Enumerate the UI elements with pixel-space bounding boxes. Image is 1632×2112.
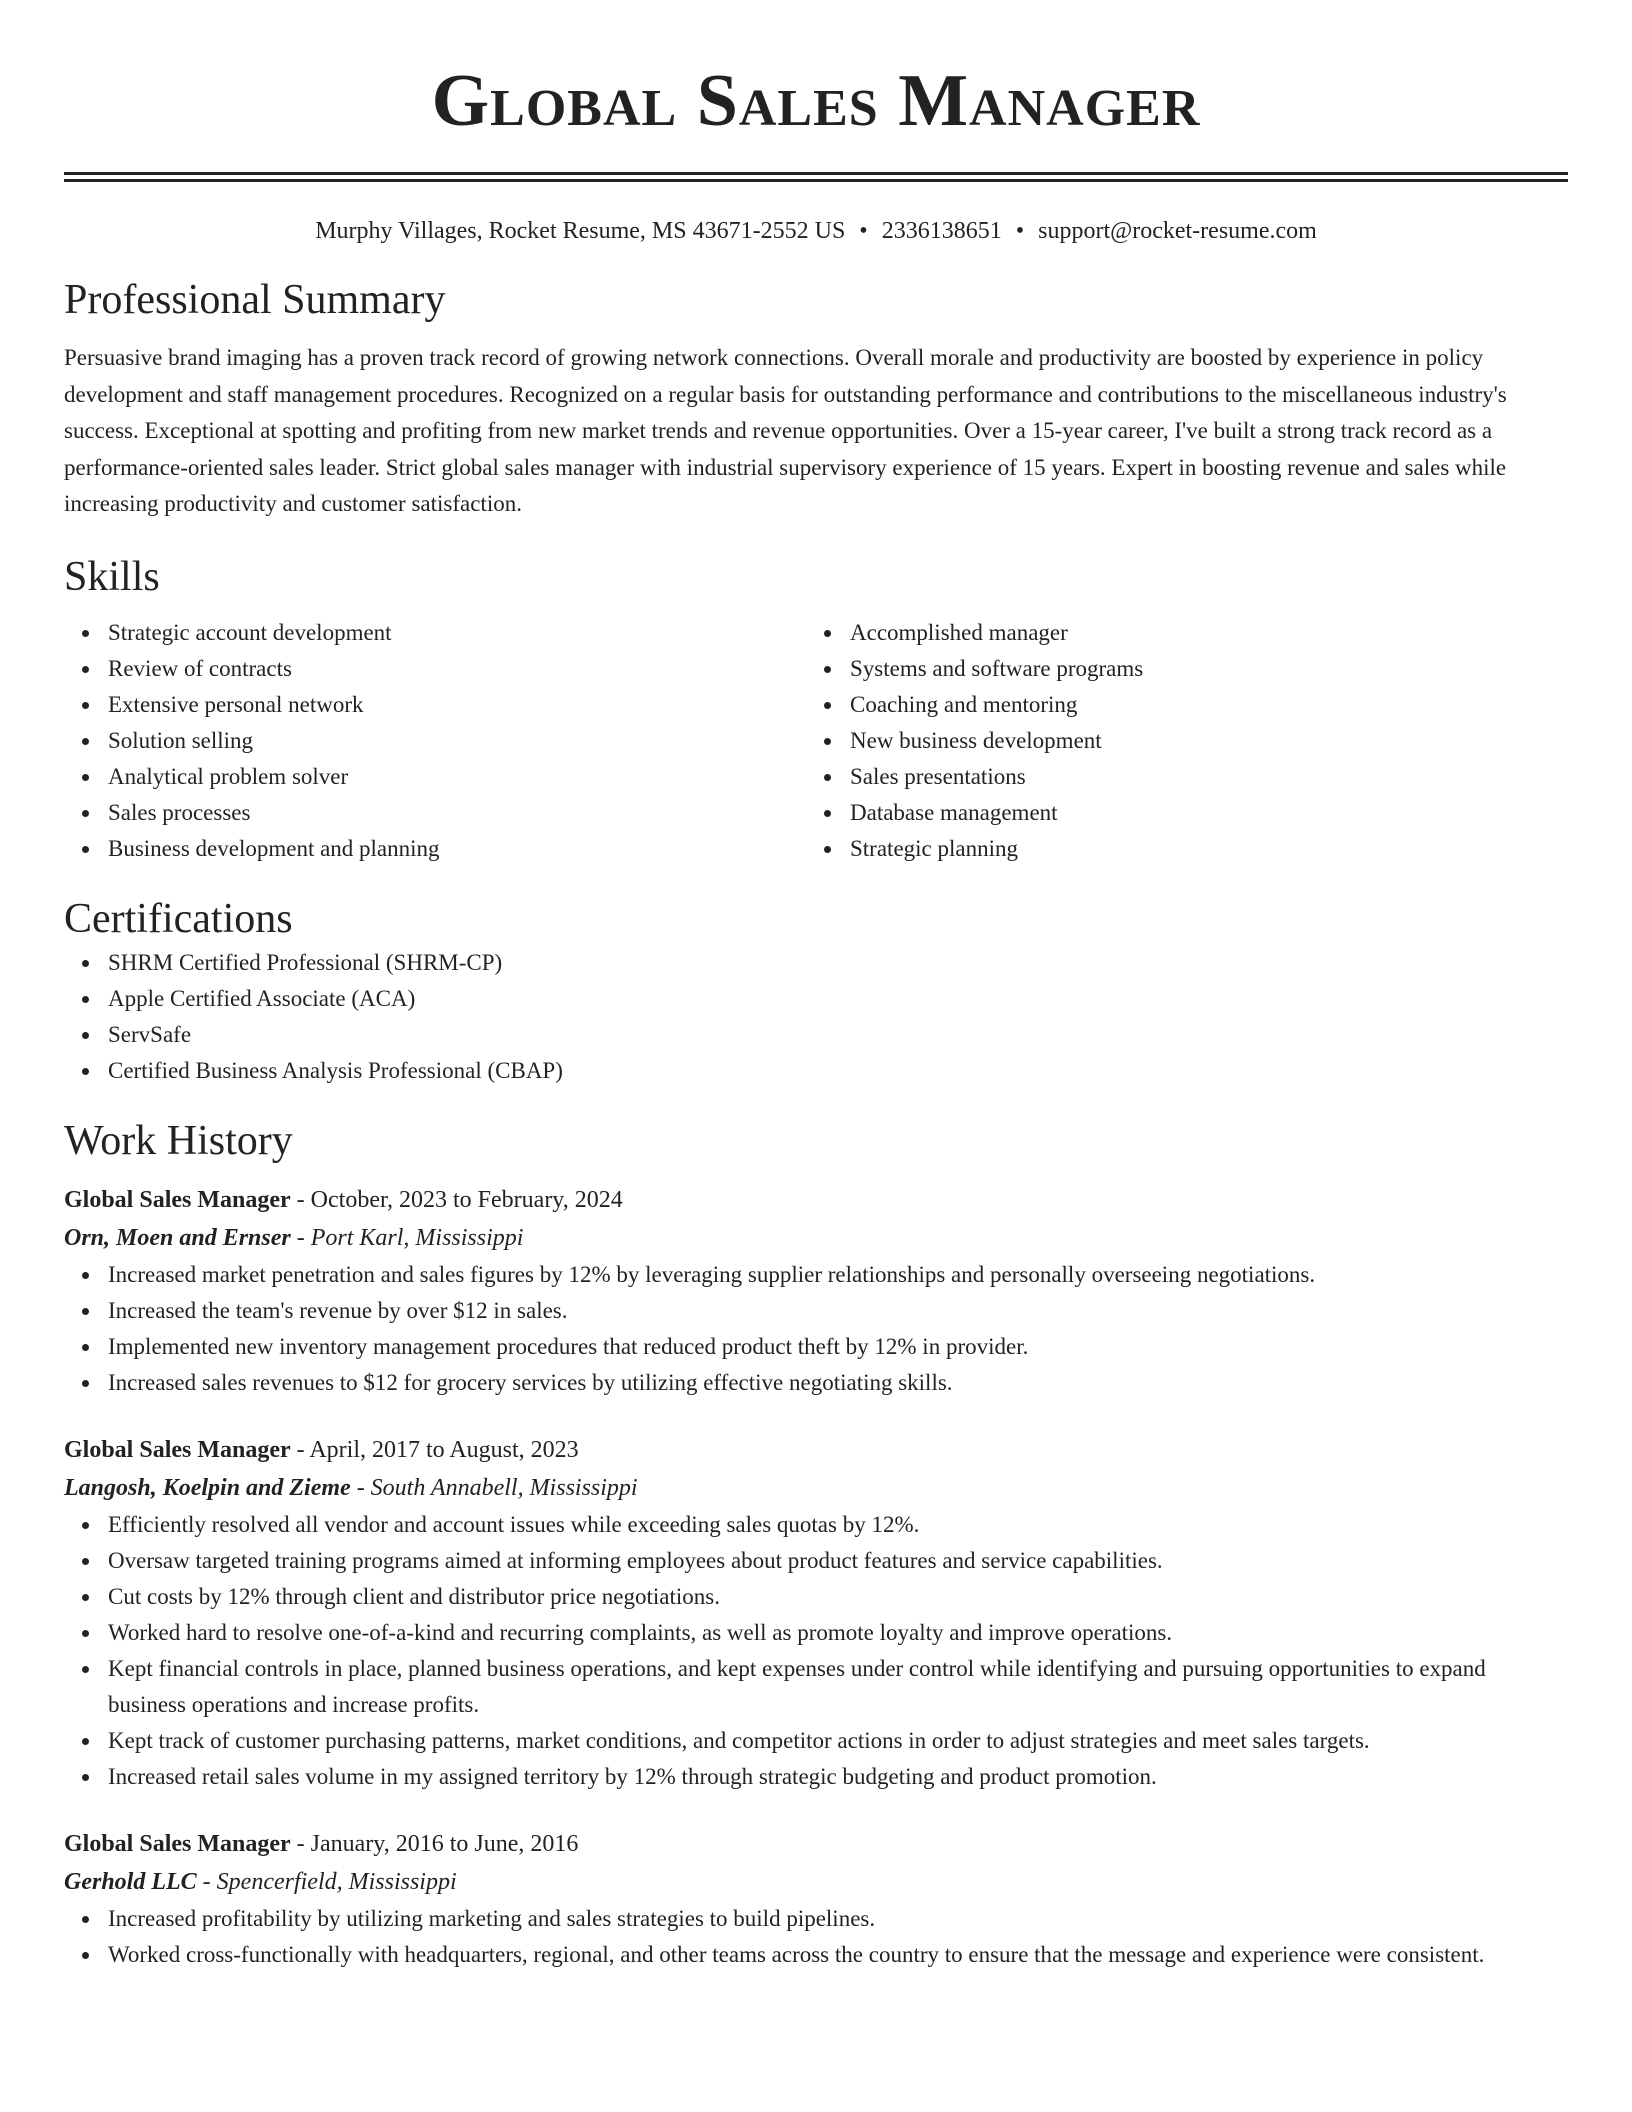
skill-item [108, 795, 806, 831]
skill-label: Extensive personal network [108, 691, 364, 717]
bullet-icon [82, 1068, 89, 1075]
skills-column-right [806, 615, 1548, 867]
certification-label: ServSafe [108, 1021, 192, 1047]
job-dates: - October, 2023 to February, 2024 [290, 1186, 623, 1213]
certification-item [108, 1053, 1568, 1089]
job-entry [64, 1825, 1568, 1973]
certification-label: Certified Business Analysis Professional (CBAP) [108, 1057, 563, 1083]
job-duty-text: Increased market penetration and sales figures by 12% by leveraging supplier relationships and personally overseeing negotiations. [108, 1261, 1316, 1287]
certification-item [108, 1017, 1568, 1053]
job-header [64, 1825, 1568, 1863]
bullet-icon [82, 1738, 89, 1745]
job-company: Langosh, Koelpin and Zieme [64, 1474, 351, 1501]
bullet-icon [824, 630, 831, 637]
job-duty-item [108, 1257, 1568, 1293]
skill-item [850, 687, 1548, 723]
bullet-icon [82, 846, 89, 853]
skill-item [108, 723, 806, 759]
bullet-icon [82, 960, 89, 967]
job-duty-item [108, 1759, 1568, 1795]
contact-separator: • [859, 218, 868, 244]
job-duty-text: Cut costs by 12% through client and distributor price negotiations. [108, 1583, 720, 1609]
skill-item [850, 831, 1548, 867]
job-duty-item [108, 1365, 1568, 1401]
bullet-icon [82, 1630, 89, 1637]
bullet-icon [82, 1774, 89, 1781]
certification-label: Apple Certified Associate (ACA) [108, 985, 416, 1011]
skill-label: New business development [850, 727, 1102, 753]
job-duty-item [108, 1329, 1568, 1365]
job-company-line [64, 1469, 1568, 1507]
certifications-list [64, 945, 1568, 1089]
bullet-icon [82, 996, 89, 1003]
job-location: - South Annabell, Mississippi [350, 1474, 638, 1501]
bullet-icon [824, 810, 831, 817]
job-company-line [64, 1219, 1568, 1257]
skill-label: Strategic account development [108, 619, 392, 645]
bullet-icon [82, 1594, 89, 1601]
skill-label: Solution selling [108, 727, 254, 753]
bullet-icon [82, 1522, 89, 1529]
job-duty-text: Increased the team's revenue by over $12 in sales. [108, 1297, 568, 1323]
job-duty-text: Increased retail sales volume in my assigned territory by 12% through strategic budgeting and product promotion. [108, 1763, 1157, 1789]
contact-address: Murphy Villages, Rocket Resume, MS 43671-2552 US [315, 218, 846, 244]
bullet-icon [82, 1558, 89, 1565]
skill-label: Analytical problem solver [108, 763, 349, 789]
bullet-icon [82, 1666, 89, 1673]
summary-text: Persuasive brand imaging has a proven track record of growing network connections. Overall morale and productivity are boosted by experience in policy development and staff management procedures. Recognized on a regular basis for outstanding performance and contributions to the miscellaneous industry's success. Exceptional at spotting and profiting from new market trends and revenue opportunities. Over a 15-year career, I've built a strong track record as a performance-oriented sales leader. Strict global sales manager with industrial supervisory experience of 15 years. Expert in boosting revenue and sales while increasing productivity and customer satisfaction. [64, 345, 1507, 516]
job-role: Global Sales Manager [64, 1830, 291, 1857]
certification-label: SHRM Certified Professional (SHRM-CP) [108, 949, 503, 975]
job-role: Global Sales Manager [64, 1436, 291, 1463]
job-duty-item [108, 1615, 1568, 1651]
job-dates: - April, 2017 to August, 2023 [290, 1436, 579, 1463]
skill-label: Review of contracts [108, 655, 292, 681]
resume-title: Global Sales Manager [431, 60, 1201, 142]
job-duty-text: Oversaw targeted training programs aimed at informing employees about product features and service capabilities. [108, 1547, 1163, 1573]
skill-item [850, 723, 1548, 759]
skill-label: Accomplished manager [850, 619, 1068, 645]
bullet-icon [824, 846, 831, 853]
contact-email: support@rocket-resume.com [1038, 218, 1317, 244]
skills-columns [64, 615, 1568, 867]
bullet-icon [82, 1380, 89, 1387]
contact-phone: 2336138651 [881, 218, 1002, 244]
bullet-icon [824, 738, 831, 745]
skill-item [108, 651, 806, 687]
skills-heading: Skills [64, 553, 160, 600]
bullet-icon [824, 666, 831, 673]
skill-item [850, 795, 1548, 831]
bullet-icon [82, 630, 89, 637]
certifications-heading: Certifications [64, 895, 293, 942]
bullet-icon [82, 774, 89, 781]
skills-list-left [64, 615, 806, 867]
bullet-icon [82, 1952, 89, 1959]
job-role: Global Sales Manager [64, 1186, 291, 1213]
skill-item [850, 615, 1548, 651]
job-location: - Spencerfield, Mississippi [196, 1868, 457, 1895]
skill-item [850, 651, 1548, 687]
skills-list-right [806, 615, 1548, 867]
job-duty-text: Implemented new inventory management procedures that reduced product theft by 12% in provider. [108, 1333, 1029, 1359]
job-duty-item [108, 1507, 1568, 1543]
skill-item [850, 759, 1548, 795]
skill-label: Database management [850, 799, 1058, 825]
skill-item [108, 759, 806, 795]
work-history-heading: Work History [64, 1117, 293, 1164]
job-duty-item [108, 1651, 1568, 1723]
bullet-icon [82, 810, 89, 817]
job-location: - Port Karl, Mississippi [290, 1224, 524, 1251]
skills-column-left [64, 615, 806, 867]
summary-heading: Professional Summary [64, 277, 446, 323]
bullet-icon [82, 1344, 89, 1351]
job-dates: - January, 2016 to June, 2016 [290, 1830, 579, 1857]
job-header [64, 1181, 1568, 1219]
skill-item [108, 687, 806, 723]
job-duties-list [64, 1901, 1568, 1973]
job-duty-item [108, 1293, 1568, 1329]
job-company: Orn, Moen and Ernser [64, 1224, 291, 1251]
header-divider [64, 172, 1568, 182]
bullet-icon [824, 702, 831, 709]
contact-line [64, 216, 1568, 246]
bullet-icon [82, 1272, 89, 1279]
job-duties-list [64, 1507, 1568, 1795]
job-duty-item [108, 1579, 1568, 1615]
job-entry [64, 1181, 1568, 1401]
job-entry [64, 1431, 1568, 1795]
job-duty-text: Kept track of customer purchasing patterns, market conditions, and competitor actions in order to adjust strategies and meet sales targets. [108, 1727, 1370, 1753]
skill-label: Strategic planning [850, 835, 1018, 861]
job-duty-text: Efficiently resolved all vendor and account issues while exceeding sales quotas by 12%. [108, 1511, 920, 1537]
contact-separator: • [1015, 218, 1025, 244]
job-duty-text: Worked cross-functionally with headquarters, regional, and other teams across the country to ensure that the message and experience were consistent. [108, 1941, 1485, 1967]
certification-item [108, 981, 1568, 1017]
bullet-icon [82, 702, 89, 709]
bullet-icon [82, 1916, 89, 1923]
job-duty-text: Kept financial controls in place, planned business operations, and kept expenses under control while identifying and pursuing opportunities to expand business operations and increase profits. [108, 1655, 1486, 1717]
skill-label: Business development and planning [108, 835, 440, 861]
skill-item [108, 831, 806, 867]
bullet-icon [82, 738, 89, 745]
job-duty-item [108, 1937, 1568, 1973]
job-duty-item [108, 1901, 1568, 1937]
bullet-icon [824, 774, 831, 781]
job-duty-text: Increased profitability by utilizing marketing and sales strategies to build pipelines. [108, 1905, 876, 1931]
job-company-line [64, 1863, 1568, 1901]
bullet-icon [82, 1308, 89, 1315]
skill-item [108, 615, 806, 651]
job-duty-item [108, 1543, 1568, 1579]
skill-label: Sales presentations [850, 763, 1026, 789]
job-company: Gerhold LLC [64, 1868, 197, 1895]
job-duty-text: Worked hard to resolve one-of-a-kind and recurring complaints, as well as promote loyalty and improve operations. [108, 1619, 1173, 1645]
certification-item [108, 945, 1568, 981]
skill-label: Coaching and mentoring [850, 691, 1078, 717]
skill-label: Systems and software programs [850, 655, 1144, 681]
job-header [64, 1431, 1568, 1469]
bullet-icon [82, 1032, 89, 1039]
job-duty-item [108, 1723, 1568, 1759]
skill-label: Sales processes [108, 799, 251, 825]
job-duty-text: Increased sales revenues to $12 for grocery services by utilizing effective negotiating skills. [108, 1369, 953, 1395]
job-duties-list [64, 1257, 1568, 1401]
bullet-icon [82, 666, 89, 673]
